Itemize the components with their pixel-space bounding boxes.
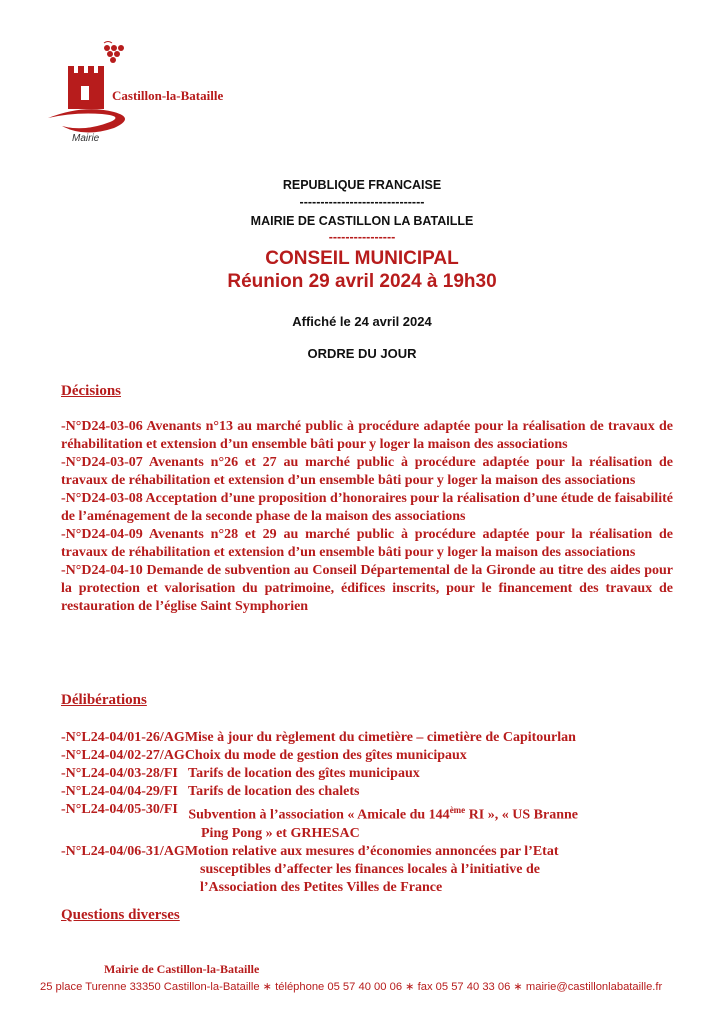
deliberations-list <box>61 729 681 897</box>
page-title: CONSEIL MUNICIPAL <box>265 248 459 269</box>
deliberation-code: -N°L24-04/01-26/AG <box>61 730 185 745</box>
deliberation-text: Mise à jour du règlement du cimetière – cimetière de Capitourlan <box>184 730 576 745</box>
deliberation-text: Tarifs de location des chalets <box>177 784 360 799</box>
footer-address: 25 place Turenne 33350 Castillon-la-Bataille ∗ téléphone 05 57 40 00 06 ∗ fax 05 57 40 33 06 ∗ mairie@castillonlabataille.fr <box>40 981 663 993</box>
list-item <box>61 729 681 747</box>
swoosh-shape <box>48 109 125 132</box>
deliberation-code: -N°L24-04/04-29/FI <box>61 784 178 799</box>
logo-name: Castillon-la-Bataille <box>112 88 224 103</box>
deliberations-heading: Délibérations <box>61 692 147 708</box>
list-item: -N°D24-04-09 Avenants n°28 et 29 au marché public à procédure adaptée pour la réalisation de travaux de réhabilitation et extension d’un ensemble bâti pour y loger la maison des associations <box>61 527 673 560</box>
deliberation-text-part: RI », « US Branne <box>465 807 578 823</box>
list-item <box>61 843 681 861</box>
separator-line: ---------------- <box>328 230 396 244</box>
list-item <box>61 801 681 825</box>
deliberation-code: -N°L24-04/03-28/FI <box>61 766 178 781</box>
deliberation-code: -N°L24-04/02-27/AG <box>61 748 185 763</box>
decisions-list <box>61 418 673 616</box>
list-item <box>61 783 681 801</box>
decisions-heading: Décisions <box>61 383 121 399</box>
list-item: -N°D24-03-07 Avenants n°26 et 27 au marché public à procédure adaptée pour la réalisation de travaux de réhabilitation et extension d’un ensemble bâti pour y loger la maison des associations <box>61 455 673 488</box>
posted-date: Affiché le 24 avril 2024 <box>292 314 432 329</box>
deliberation-text: Tarifs de location des gîtes municipaux <box>177 766 420 781</box>
questions-heading: Questions diverses <box>61 907 180 923</box>
deliberation-continuation: susceptibles d’affecter les finances locales à l’initiative de <box>200 861 540 877</box>
logo-subtitle: Mairie <box>72 133 100 144</box>
list-item: -N°D24-03-06 Avenants n°13 au marché public à procédure adaptée pour la réalisation de travaux de réhabilitation et extension d’un ensemble bâti pour y loger la maison des associations <box>61 419 673 452</box>
deliberation-text-part: Subvention à l’association « Amicale du 144 <box>177 807 450 823</box>
meeting-date: Réunion 29 avril 2024 à 19h30 <box>227 271 497 292</box>
list-item <box>61 765 681 783</box>
deliberation-text: Choix du mode de gestion des gîtes municipaux <box>184 748 467 763</box>
deliberation-text: Motion relative aux mesures d’économies annoncées par l’Etat <box>184 843 559 859</box>
list-item: -N°D24-04-10 Demande de subvention au Conseil Départemental de la Gironde au titre des aides pour la protection et valorisation du patrimoine, édifices inscrits, pour le financement des travaux de restauration de l’église Saint Symphorien <box>61 563 673 614</box>
agenda-heading: ORDRE DU JOUR <box>307 346 417 361</box>
deliberation-code: -N°L24-04/06-31/AG <box>61 843 185 859</box>
grapes-icon <box>104 42 124 64</box>
mairie-heading: MAIRIE DE CASTILLON LA BATAILLE <box>250 214 474 228</box>
list-item <box>61 747 681 765</box>
footer-title: Mairie de Castillon-la-Bataille <box>104 962 260 976</box>
deliberation-text <box>178 801 681 825</box>
separator-line: ------------------------------ <box>299 195 425 209</box>
deliberation-code: -N°L24-04/05-30/FI <box>61 802 178 817</box>
ordinal-superscript: ème <box>449 805 466 815</box>
list-item: -N°D24-03-08 Acceptation d’une proposition d’honoraires pour la réalisation d’une étude de faisabilité de l’aménagement de la seconde phase de la maison des associations <box>61 491 673 524</box>
deliberation-continuation: Ping Pong » et GRHESAC <box>201 825 360 841</box>
deliberation-continuation: l’Association des Petites Villes de France <box>200 879 443 895</box>
republic-heading: REPUBLIQUE FRANCAISE <box>282 178 442 192</box>
